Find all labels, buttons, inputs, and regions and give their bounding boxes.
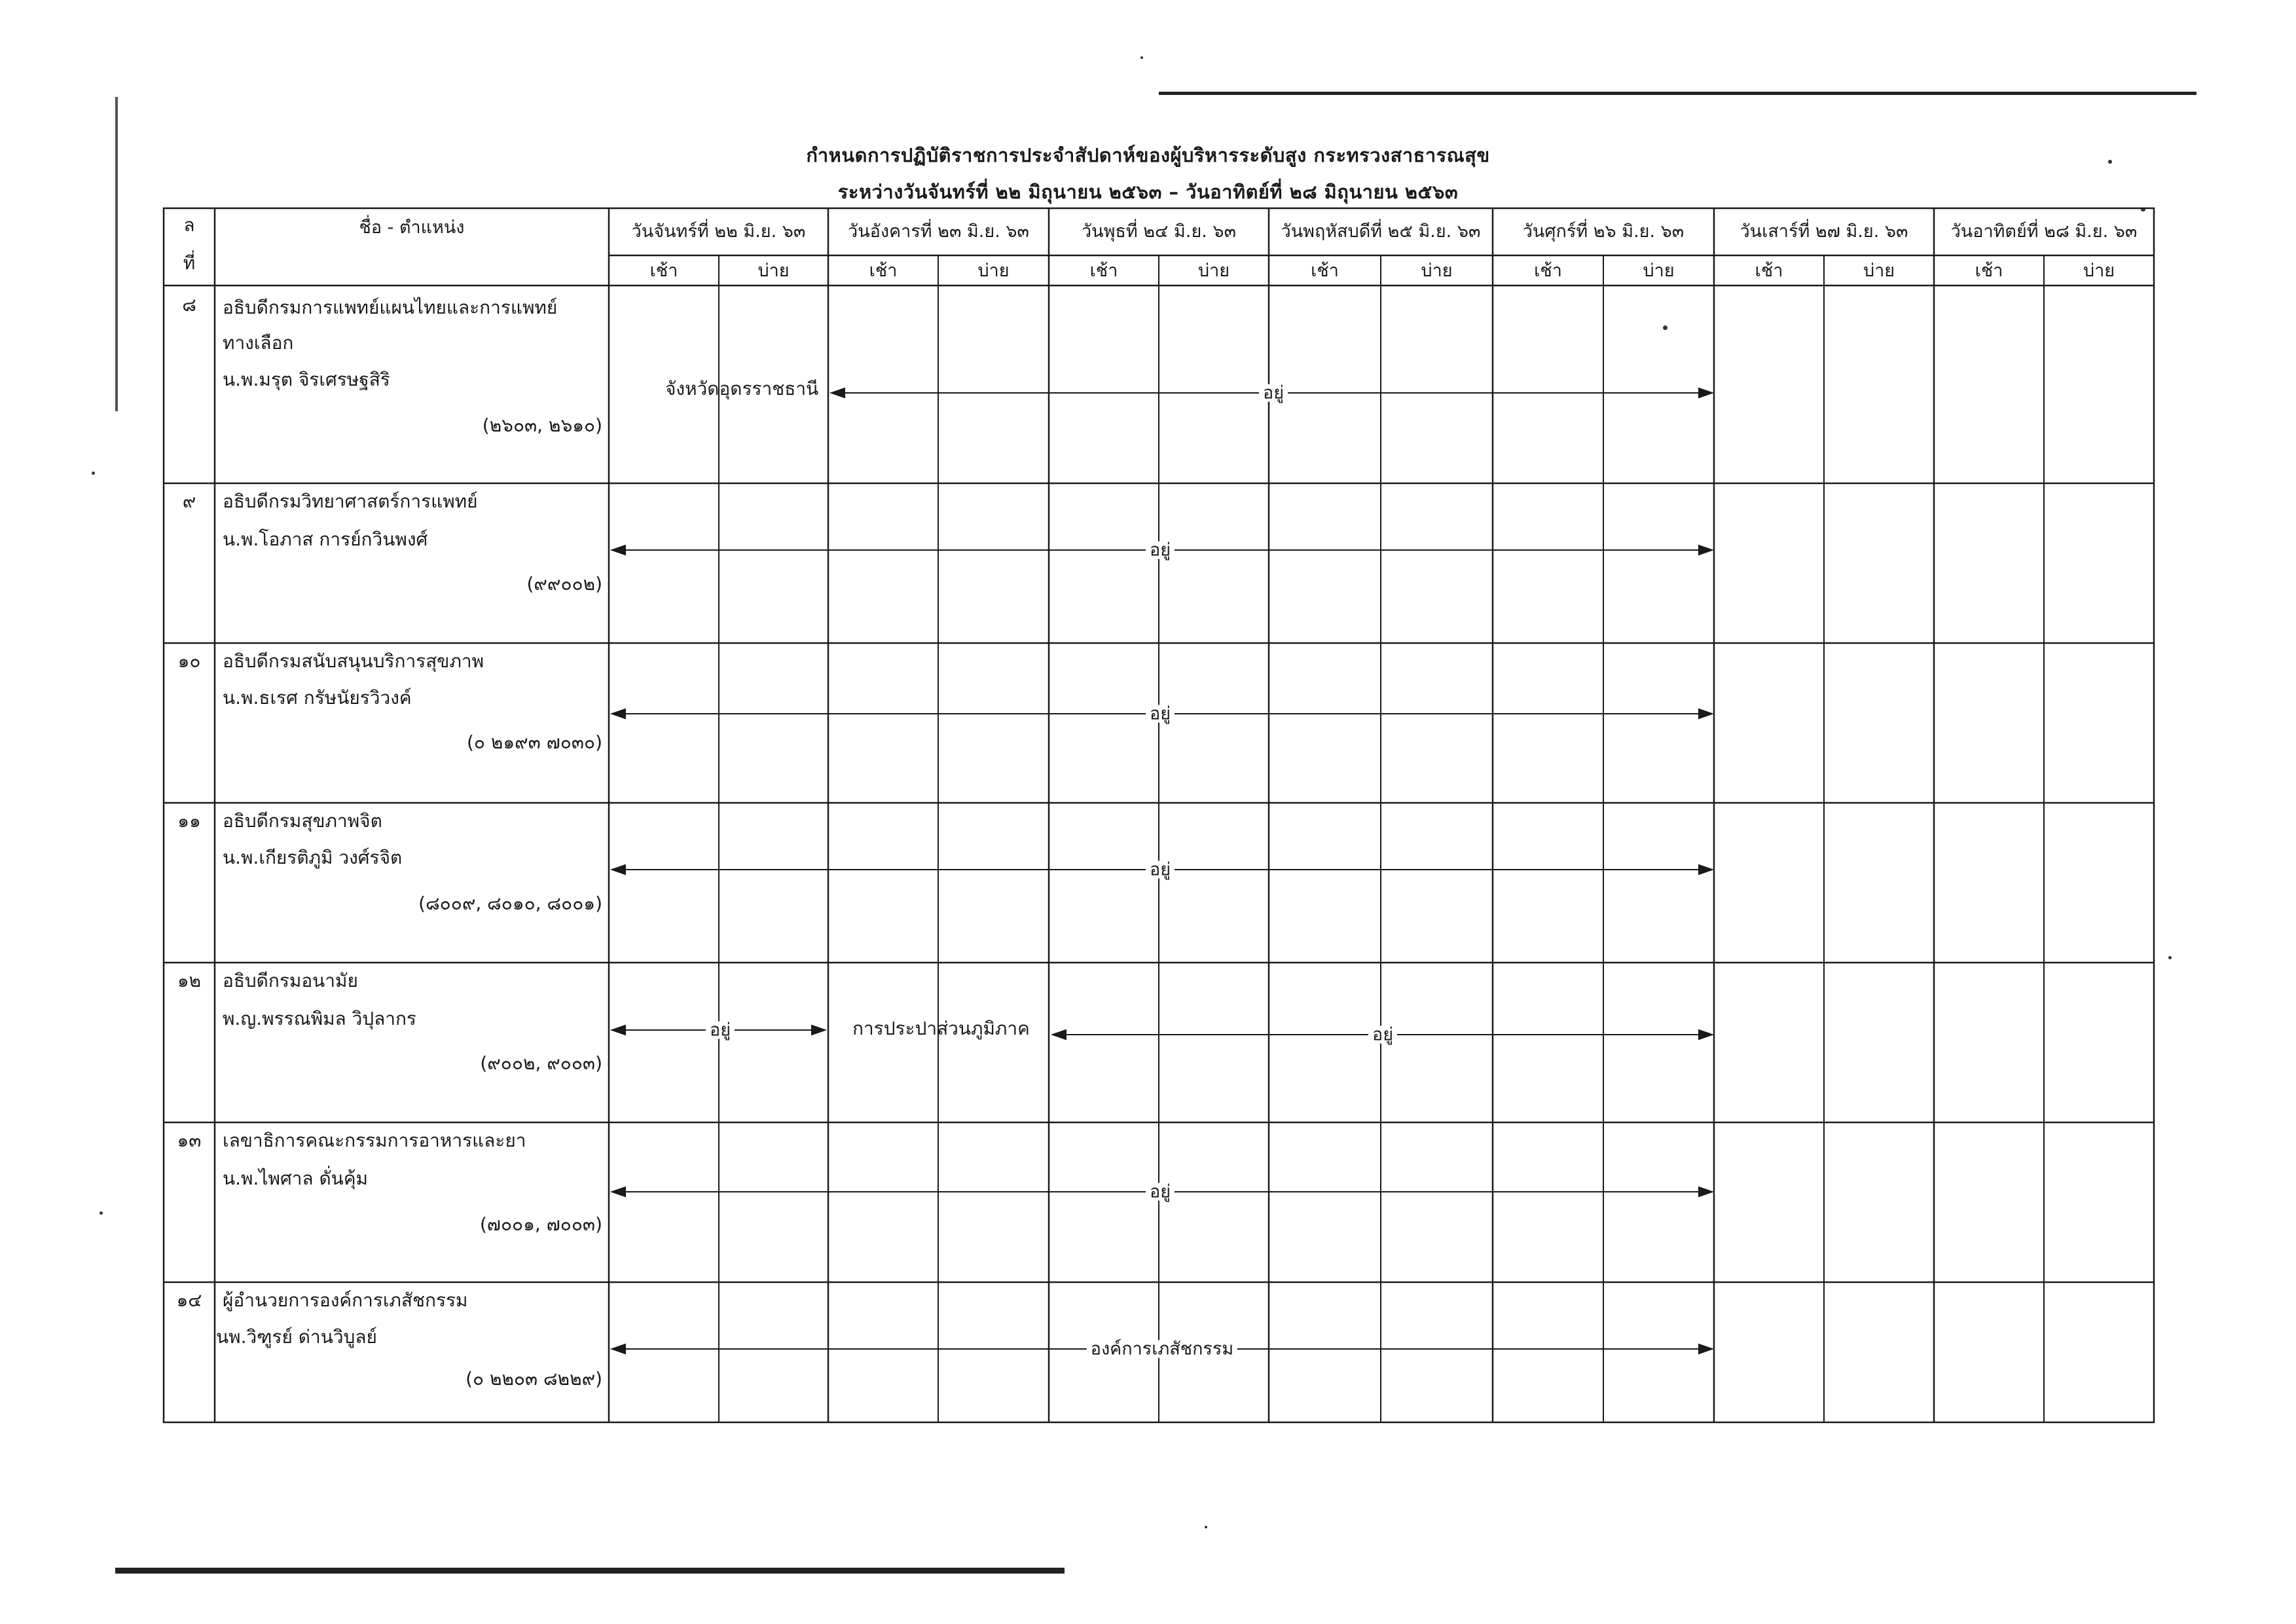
header-morning: เช้า	[1755, 261, 1783, 281]
row-number: ๑๑	[177, 810, 201, 832]
row-number: ๘	[182, 294, 196, 316]
header-afternoon: บ่าย	[1863, 261, 1895, 281]
header-afternoon: บ่าย	[977, 261, 1010, 281]
row-person-name: น.พ.มรุต จิรเศรษฐสิริ	[223, 369, 390, 390]
row-person-name: พ.ญ.พรรณพิมล วิปุลากร	[223, 1008, 416, 1029]
row-phone: (๙๐๐๒, ๙๐๐๓)	[480, 1052, 602, 1074]
header-day-3: วันพุธที่ ๒๔ มิ.ย. ๖๓	[1081, 221, 1237, 242]
header-morning: เช้า	[1311, 261, 1339, 281]
row-phone: (๘๐๐๙, ๘๐๑๐, ๘๐๐๑)	[418, 893, 602, 914]
header-day-4: วันพฤหัสบดีที่ ๒๕ มิ.ย. ๖๓	[1281, 221, 1481, 242]
span-label: อยู่	[1368, 1026, 1397, 1044]
header-seq-top: ล	[183, 214, 195, 236]
schedule-note-location: จังหวัดอุดรราชธานี	[665, 378, 819, 399]
header-day-2: วันอังคารที่ ๒๓ มิ.ย. ๖๓	[848, 221, 1029, 242]
document-date-range: ระหว่างวันจันทร์ที่ ๒๒ มิถุนายน ๒๕๖๓ – วันอาทิตย์ที่ ๒๘ มิถุนายน ๒๕๖๓	[837, 181, 1459, 203]
row-phone: (๒๖๐๓, ๒๖๑๐)	[482, 415, 602, 436]
header-afternoon: บ่าย	[1643, 261, 1675, 281]
header-afternoon: บ่าย	[2083, 261, 2115, 281]
row-number: ๑๒	[177, 970, 202, 991]
row-position-cont: ทางเลือก	[223, 332, 294, 354]
row-number: ๙	[182, 490, 196, 512]
row-position: อธิบดีกรมการแพทย์แผนไทยและการแพทย์	[223, 297, 558, 318]
row-position: ผู้อำนวยการองค์การเภสัชกรรม	[223, 1289, 468, 1311]
row-position: อธิบดีกรมสนับสนุนบริการสุขภาพ	[223, 650, 484, 672]
header-afternoon: บ่าย	[757, 261, 790, 281]
row-phone: (๙๙๐๐๒)	[526, 573, 602, 595]
row-position: อธิบดีกรมอนามัย	[223, 970, 358, 991]
span-label: อยู่	[1146, 542, 1175, 559]
row-person-name: น.พ.ธเรศ กรัษนัยรวิวงค์	[223, 687, 412, 709]
header-morning: เช้า	[1975, 261, 2003, 281]
header-afternoon: บ่าย	[1421, 261, 1453, 281]
header-day-1: วันจันทร์ที่ ๒๒ มิ.ย. ๖๓	[631, 221, 806, 242]
span-label: อยู่	[1146, 705, 1175, 723]
row-number: ๑๓	[177, 1130, 202, 1151]
header-day-5: วันศุกร์ที่ ๒๖ มิ.ย. ๖๓	[1522, 221, 1685, 242]
header-day-7: วันอาทิตย์ที่ ๒๘ มิ.ย. ๖๓	[1950, 221, 2138, 242]
header-day-6: วันเสาร์ที่ ๒๗ มิ.ย. ๖๓	[1740, 221, 1908, 242]
row-person-name: น.พ.ไพศาล ดั่นคุ้ม	[223, 1168, 369, 1189]
header-seq: ที่	[183, 252, 196, 274]
row-phone: (๐ ๒๑๙๓ ๗๐๓๐)	[467, 731, 602, 753]
row-position: เลขาธิการคณะกรรมการอาหารและยา	[223, 1130, 526, 1151]
span-label: อยู่	[1146, 861, 1175, 879]
span-label: อยู่	[1146, 1183, 1175, 1201]
header-afternoon: บ่าย	[1197, 261, 1230, 281]
header-name-position: ชื่อ - ตำแหน่ง	[359, 217, 465, 238]
row-person-name: น.พ.เกียรติภูมิ วงศ์รจิต	[223, 847, 403, 868]
header-morning: เช้า	[1534, 261, 1562, 281]
row-position: อธิบดีกรมวิทยาศาสตร์การแพทย์	[223, 490, 478, 512]
document-title: กำหนดการปฏิบัติราชการประจำสัปดาห์ของผู้บริหารระดับสูง กระทรวงสาธารณสุข	[806, 144, 1490, 166]
row-person-name: นพ.วิฑูรย์ ด่านวิบูลย์	[216, 1326, 377, 1348]
header-morning: เช้า	[869, 261, 898, 281]
span-label: องค์การเภสัชกรรม	[1087, 1340, 1237, 1358]
row-phone: (๗๐๐๑, ๗๐๐๓)	[479, 1213, 602, 1235]
header-morning: เช้า	[1089, 261, 1118, 281]
span-label: อยู่	[706, 1022, 735, 1039]
row-position: อธิบดีกรมสุขภาพจิต	[223, 810, 382, 832]
schedule-note-location: การประปาส่วนภูมิภาค	[852, 1018, 1030, 1039]
span-label: อยู่	[1259, 384, 1288, 402]
row-person-name: น.พ.โอภาส การย์กวินพงศ์	[223, 528, 428, 550]
row-number: ๑๐	[177, 650, 201, 672]
row-number: ๑๔	[176, 1289, 202, 1311]
header-morning: เช้า	[649, 261, 678, 281]
row-phone: (๐ ๒๒๐๓ ๘๒๒๙)	[465, 1368, 602, 1390]
